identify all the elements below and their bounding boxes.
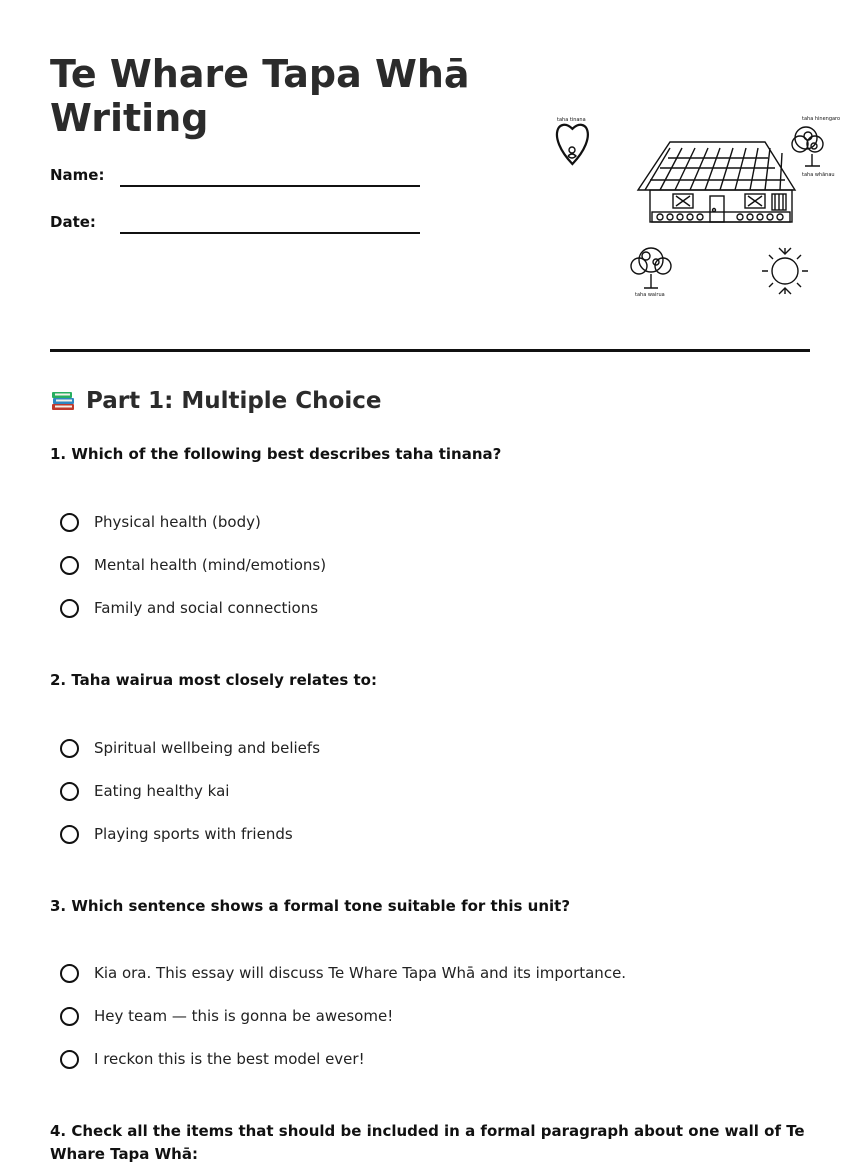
radio-button[interactable] xyxy=(60,1007,79,1026)
part1-title xyxy=(50,388,381,414)
house-icon xyxy=(638,142,795,222)
tree-icon xyxy=(631,248,671,288)
q1-option-2[interactable] xyxy=(60,552,326,578)
q1-option-1[interactable] xyxy=(60,509,261,535)
q3-option-2[interactable] xyxy=(60,1003,393,1029)
question-2: 2. Taha wairua most closely relates to: xyxy=(50,671,377,689)
radio-button[interactable] xyxy=(60,1050,79,1069)
q2-option-3[interactable] xyxy=(60,821,293,847)
page-title: Te Whare Tapa Whā Writing xyxy=(50,52,470,140)
option-label: Eating healthy kai xyxy=(94,782,230,800)
date-label: Date: xyxy=(50,213,96,231)
question-4: 4. Check all the items that should be included in a formal paragraph about one wall of Te Whare Tapa Whā: xyxy=(50,1122,805,1163)
q2-option-2[interactable] xyxy=(60,778,229,804)
date-line[interactable] xyxy=(120,232,420,234)
radio-button[interactable] xyxy=(60,964,79,983)
option-label: Mental health (mind/emotions) xyxy=(94,556,327,574)
header-divider xyxy=(50,349,810,352)
option-label: Spiritual wellbeing and beliefs xyxy=(94,739,321,757)
q2-option-1[interactable] xyxy=(60,735,320,761)
q1-option-3[interactable] xyxy=(60,595,318,621)
wharenui-illustration xyxy=(550,108,841,303)
question-1: 1. Which of the following best describes taha tinana? xyxy=(50,445,502,463)
name-label: Name: xyxy=(50,166,105,184)
option-label: Hey team — this is gonna be awesome! xyxy=(94,1007,394,1025)
label-taha-whanau: taha whānau xyxy=(802,172,835,178)
radio-button[interactable] xyxy=(60,782,79,801)
radio-button[interactable] xyxy=(60,825,79,844)
sun-icon xyxy=(762,248,808,294)
books-icon xyxy=(50,388,76,414)
date-field[interactable] xyxy=(50,213,420,243)
radio-button[interactable] xyxy=(60,556,79,575)
tree-icon xyxy=(792,127,823,166)
q3-option-1[interactable] xyxy=(60,960,626,986)
q3-option-3[interactable] xyxy=(60,1046,365,1072)
option-label: Family and social connections xyxy=(94,599,319,617)
label-taha-wairua: taha wairua xyxy=(635,292,665,298)
option-label: Playing sports with friends xyxy=(94,825,293,843)
option-label: Physical health (body) xyxy=(94,513,261,531)
name-line[interactable] xyxy=(120,185,420,187)
part1-title-text: Part 1: Multiple Choice xyxy=(86,388,382,414)
option-label: Kia ora. This essay will discuss Te Whare Tapa Whā and its importance. xyxy=(94,964,627,982)
label-taha-hinengaro: taha hinengaro xyxy=(802,116,841,122)
radio-button[interactable] xyxy=(60,599,79,618)
radio-button[interactable] xyxy=(60,513,79,532)
label-taha-tinana: taha tinana xyxy=(557,117,586,123)
question-3: 3. Which sentence shows a formal tone suitable for this unit? xyxy=(50,897,571,915)
radio-button[interactable] xyxy=(60,739,79,758)
heart-icon xyxy=(557,125,588,164)
option-label: I reckon this is the best model ever! xyxy=(94,1050,365,1068)
name-field[interactable] xyxy=(50,166,420,196)
